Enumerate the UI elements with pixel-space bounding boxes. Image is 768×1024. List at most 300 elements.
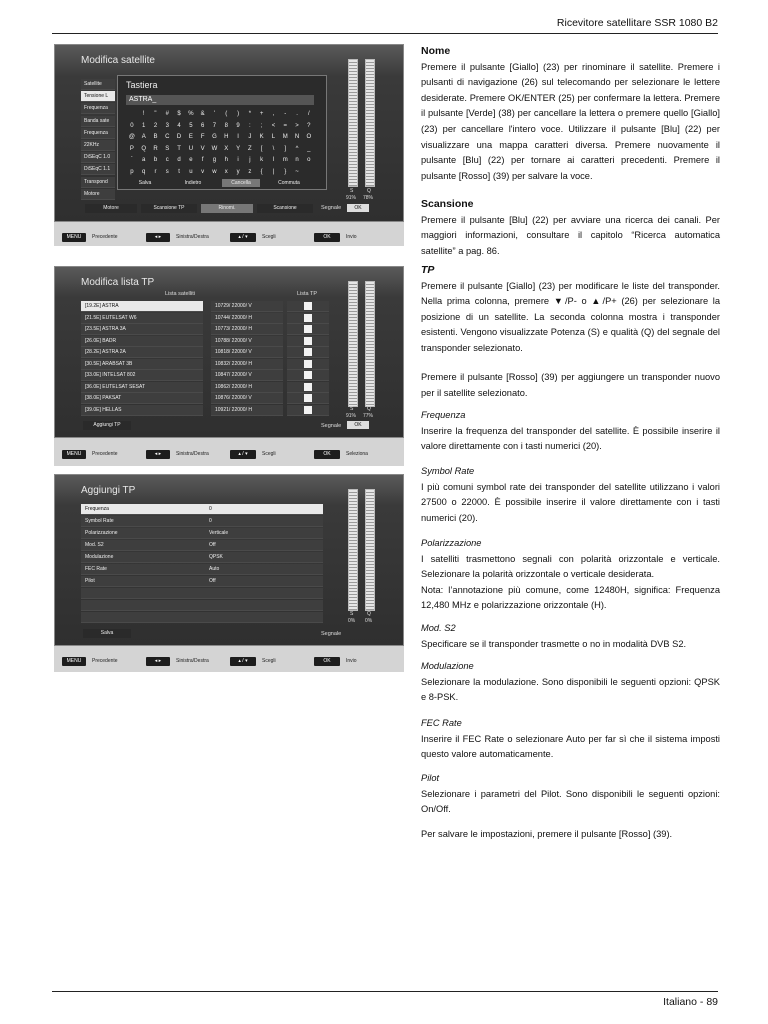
keyboard-delete-button[interactable]: Cancella [222,179,260,187]
satellite-name: [19.2E] ASTRA [85,303,119,309]
heading-pilot: Pilot [421,773,440,783]
keyboard-key[interactable]: V [200,145,205,152]
empty-row [81,588,323,599]
keyboard-key[interactable]: - [284,111,287,117]
tp-checkbox[interactable] [304,302,312,310]
keyboard-key[interactable]: Q [141,145,147,152]
tp-checkbox-cell [287,347,329,358]
keyboard-row [126,132,315,143]
keyboard-key[interactable]: ( [225,111,228,117]
keyboard-key[interactable]: + [259,111,264,117]
keyboard-key[interactable]: z [248,168,252,175]
text-column [421,44,720,984]
transponder-row[interactable] [211,301,283,312]
setting-row[interactable] [81,552,323,563]
prev-label: Precedente [92,451,118,457]
keyboard-key[interactable]: , [272,111,275,117]
quality-label: Q [367,611,371,617]
paragraph-polarizzazione-2: Nota: l’annotazione più comune, come 12480H, significa: Frequenza 12,480 MHz e polarizzazione orizzontale (H). [421,584,720,611]
setting-value: Verticale [209,530,229,536]
keyboard-key[interactable]: T [177,145,181,152]
screen-title: Aggiungi TP [81,485,136,496]
transponder-value: 10832/ 22000/ H [215,360,252,367]
keyboard-key[interactable]: 1 [142,122,146,129]
keyboard-key[interactable]: } [284,168,287,175]
ok-key: OK [314,450,340,459]
keyboard-key[interactable]: D [176,134,182,140]
setting-value: QPSK [209,554,223,560]
keyboard-key[interactable]: 3 [165,122,169,129]
keyboard-key[interactable]: P [129,145,134,152]
ok-key: OK [314,657,340,666]
keyboard-key[interactable]: ] [284,145,287,152]
quality-meter [365,281,375,407]
menu-item-label: Frequenza [84,129,108,136]
keyboard-key[interactable]: b [153,157,158,163]
transponder-value: 10876/ 22000/ V [215,395,252,401]
screenshot-aggiungi-tp [54,474,404,672]
keyboard-key[interactable]: W [211,145,218,152]
remote-legend [54,230,404,244]
setting-row[interactable] [81,528,323,539]
keyboard-key[interactable]: $ [177,111,181,117]
satellite-row[interactable] [81,336,203,347]
keyboard-key[interactable]: ' [213,111,216,117]
menu-item-label: Motore [84,190,100,197]
signal-caption: Segnale [321,631,342,637]
keyboard-row [126,109,315,120]
page-header-title: Ricevitore satellitare SSR 1080 B2 [556,17,718,29]
tp-checkbox-cell [287,313,329,324]
keyboard-key[interactable]: ~ [295,168,299,175]
quality-value: 78% [363,195,374,201]
left-right-label: Sinistra/Destra [176,658,209,664]
keyboard-key[interactable]: a [142,157,146,163]
heading-frequenza: Frequenza [421,410,466,420]
empty-row [81,612,323,623]
paragraph-scansione: Premere il pulsante [Blu] (22) per avviare una ricerca dei canali. Per maggiori informazioni, consultare il capitolo “Ricerca automatica satellite” a pag. 86. [421,214,720,256]
scan-tp-button[interactable]: Scansione TP [141,204,197,213]
keyboard-key[interactable]: \ [272,145,275,152]
tp-checkbox-cell [287,370,329,381]
tp-checkbox-cell [287,301,329,312]
keyboard-key[interactable]: # [165,111,169,117]
keyboard-key[interactable]: C [165,134,170,140]
menu-item[interactable] [81,152,115,163]
satellite-row[interactable] [81,301,203,312]
satellite-row[interactable] [81,393,203,404]
satellite-row[interactable] [81,324,203,335]
transponder-row[interactable] [211,405,283,416]
heading-mod-s2: Mod. S2 [421,623,456,633]
keyboard-key[interactable]: h [224,157,228,163]
up-down-key: ▴ / ▾ [230,233,256,242]
menu-item-label: Banda sate [84,117,110,124]
paragraph-symbol-rate: I più comuni symbol rate dei transponder del satellite utilizzano i valori 27500 o 22000. È possibile inserire il valore direttamente con i tasti numerici (20). [421,481,720,523]
keyboard-key[interactable]: c [165,157,169,163]
keyboard-key[interactable]: 6 [201,122,205,129]
tp-checkbox[interactable] [304,360,312,368]
satellite-name: [28.2E] ASTRA 2A [85,349,126,355]
menu-item[interactable] [81,103,115,114]
satellite-name: [21.5E] EUTELSAT W6 [85,314,137,321]
satellite-row[interactable] [81,359,203,370]
keyboard-back-button[interactable]: Indietro [184,180,202,186]
keyboard-key[interactable]: i [237,157,239,163]
tp-checkbox-cell [287,405,329,416]
paragraph-final: Per salvare le impostazioni, premere il pulsante [Rosso] (39). [421,829,673,839]
keyboard-key[interactable]: J [248,134,252,140]
keyboard-key[interactable]: s [165,168,169,175]
enter-label: Invio [346,658,357,664]
keyboard-key[interactable]: g [212,157,217,163]
tp-checkbox[interactable] [304,371,312,379]
transponder-row[interactable] [211,324,283,335]
keyboard-key[interactable]: U [188,145,194,152]
prev-label: Precedente [92,658,118,664]
keyboard-dialog [117,75,327,190]
transponder-row[interactable] [211,370,283,381]
signal-label: S [350,188,354,194]
transponder-value: 10847/ 22000/ V [215,372,252,378]
signal-label: S [350,611,354,617]
transponder-value: 10744/ 22000/ H [215,314,252,321]
keyboard-key[interactable]: m [282,157,288,163]
satellite-name: [33.0E] INTELSAT 802 [85,372,136,378]
keyboard-title: Tastiera [126,80,158,90]
keyboard-key[interactable]: y [236,168,240,175]
satellite-name: [26.0E] BADR [85,337,117,344]
left-right-key: ◂ ▸ [146,450,170,459]
keyboard-toggle-button[interactable]: Commuta [278,180,300,186]
keyboard-key[interactable]: L [271,134,276,140]
menu-item-label: Transpond [84,178,108,185]
satellite-row[interactable] [81,405,203,416]
keyboard-key[interactable]: < [271,122,276,129]
save-button[interactable]: Salva [83,629,131,638]
satellite-name: [30.5E] ARABSAT 3B [85,360,133,367]
heading-tp: TP [421,264,435,276]
paragraph-frequenza: Inserire la frequenza del transponder del satellite. È possibile inserire il valore direttamente con i tasti numerici (20). [421,425,720,452]
keyboard-key[interactable]: [ [260,145,263,152]
paragraph-fec-rate: Inserire il FEC Rate o selezionare Auto per far sì che il sistema imposti questo valore automaticamente. [421,733,720,760]
setting-row[interactable] [81,516,323,527]
up-down-key: ▴ / ▾ [230,657,256,666]
keyboard-key[interactable]: d [177,157,181,163]
keyboard-key[interactable]: o [307,157,311,163]
keyboard-key[interactable]: | [272,168,275,175]
setting-row[interactable] [81,564,323,575]
satellite-name: [23.5E] ASTRA 3A [85,326,126,332]
setting-label: FEC Rate [85,566,107,572]
satellite-name: [39.0E] HELLAS [85,406,122,413]
tp-checkbox-cell [287,359,329,370]
transponder-value: 10818/ 22000/ V [215,349,252,355]
signal-meter [348,281,358,407]
keyboard-row [126,144,315,155]
heading-polarizzazione: Polarizzazione [421,538,482,548]
setting-row[interactable] [81,504,323,515]
keyboard-key[interactable]: l [272,157,275,163]
satellite-row[interactable] [81,313,203,324]
heading-scansione: Scansione [421,198,474,210]
transponder-value: 10788/ 22000/ V [215,337,252,344]
keyboard-key[interactable]: " [154,111,157,117]
keyboard-key[interactable]: M [282,134,288,140]
menu-item[interactable] [81,177,115,188]
transponder-value: 10921/ 22000/ H [215,406,252,413]
transponder-row[interactable] [211,359,283,370]
satellite-name: [36.0E] EUTELSAT SESAT [85,383,146,390]
setting-label: Modulazione [85,554,114,560]
keyboard-key[interactable]: r [154,168,157,175]
setting-value: 0 [209,518,212,524]
screen-title: Modifica satellite [81,55,155,66]
keyboard-key[interactable]: _ [307,145,311,152]
keyboard-key[interactable]: ` [130,157,133,163]
transponder-value: 10773/ 22000/ H [215,326,252,332]
page-footer: Italiano - 89 [663,996,718,1008]
menu-item[interactable] [81,91,115,102]
keyboard-key[interactable]: 7 [212,122,217,129]
left-right-label: Sinistra/Destra [176,451,209,457]
keyboard-key[interactable]: ! [142,111,145,117]
add-tp-button[interactable]: Aggiungi TP [83,421,131,430]
tp-checkbox-cell [287,324,329,335]
tp-list-header: Lista TP [297,291,318,297]
keyboard-key[interactable]: x [224,168,228,175]
signal-value: 91% [346,195,357,201]
transponder-row[interactable] [211,393,283,404]
ok-key: OK [314,233,340,242]
quality-value: 0% [365,618,373,624]
menu-item[interactable] [81,116,115,127]
menu-item-label: Frequenza [84,105,108,112]
ok-box[interactable]: OK [347,421,369,429]
keyboard-key[interactable]: 5 [189,122,193,129]
setting-value: Auto [209,566,220,572]
screenshot-modifica-lista-tp [54,266,404,466]
keyboard-key[interactable]: G [212,134,217,140]
satellite-name: [38.0E] PAKSAT [85,395,122,401]
quality-value: 77% [363,413,374,419]
ok-box[interactable]: OK [347,204,369,212]
menu-key: MENU [62,450,86,459]
keyboard-key[interactable]: p [130,168,134,175]
rename-button[interactable]: Rinomi. [201,204,253,213]
keyboard-key[interactable]: R [153,145,158,152]
tp-checkbox[interactable] [304,325,312,333]
menu-item[interactable] [81,79,115,90]
keyboard-key[interactable]: & [200,111,205,117]
setting-value: Off [209,542,216,548]
keyboard-key[interactable]: S [165,145,170,152]
keyboard-key[interactable]: v [201,168,205,175]
keyboard-key[interactable]: X [224,145,229,152]
menu-item[interactable] [81,189,115,200]
keyboard-key[interactable]: / [308,111,310,117]
keyboard-key[interactable]: Z [248,145,252,152]
menu-item-label: 22KHz [84,142,100,148]
setting-label: Frequenza [85,506,109,512]
tp-checkbox[interactable] [304,337,312,345]
keyboard-key[interactable]: @ [128,134,135,140]
keyboard-key[interactable]: I [237,134,239,140]
paragraph-tp-2: Premere il pulsante [Rosso] (39) per aggiungere un transponder nuovo per il satellite selezionato. [421,372,720,398]
keyboard-key[interactable]: k [260,157,264,163]
keyboard-key[interactable]: j [249,157,251,163]
heading-modulazione: Modulazione [421,661,474,671]
keyboard-key[interactable]: t [178,168,180,175]
keyboard-key[interactable]: { [260,168,263,175]
keyboard-key[interactable]: ) [237,111,240,117]
keyboard-key[interactable]: = [283,122,288,129]
keyboard-key[interactable]: E [188,134,193,140]
keyboard-key[interactable]: . [296,111,298,117]
tp-checkbox[interactable] [304,383,312,391]
choose-label: Scegli [262,234,276,240]
signal-meter [348,59,358,187]
left-right-key: ◂ ▸ [146,657,170,666]
keyboard-row [126,167,315,178]
paragraph-tp-1: Premere il pulsante [Giallo] (23) per modificare le liste del transponder. Nella prima colonna, premere ▼/P- o ▲/P+ (26) per selezionare la posizione di un satellite. La seconda colonna mostra i transponder esistenti. Vengono visualizzate Potenza (S) e qualità (Q) del segnale del transponder selezionato. [421,280,720,353]
keyboard-key[interactable]: 4 [177,122,181,129]
keyboard-key[interactable]: u [189,168,193,175]
menu-item[interactable] [81,164,115,175]
tv-screen [54,266,404,438]
keyboard-input[interactable]: ASTRA_ [126,95,314,105]
footer-rule [52,991,718,992]
signal-caption: Segnale [321,423,342,429]
keyboard-key[interactable]: ? [307,122,311,129]
setting-label: Symbol Rate [85,518,114,524]
signal-meter [348,489,358,611]
keyboard-key[interactable]: N [294,134,300,140]
keyboard-key[interactable]: A [141,134,146,140]
signal-value: 91% [346,413,357,419]
keyboard-key[interactable]: 9 [236,122,240,129]
keyboard-key[interactable]: 8 [224,122,228,129]
keyboard-key[interactable]: B [153,134,158,140]
keyboard-key[interactable]: ; [260,122,263,129]
signal-value: 0% [348,618,356,624]
keyboard-key[interactable]: e [189,157,193,163]
menu-item-label: Tensione L [84,93,109,100]
keyboard-key[interactable]: O [306,134,312,140]
satellite-row[interactable] [81,370,203,381]
keyboard-key[interactable]: K [259,134,264,140]
satellite-list-header: Lista satelliti [165,291,195,297]
enter-label: Invio [346,234,357,240]
paragraph-mod-s2: Specificare se il transponder trasmette o no in modalità DVB S2. [421,638,687,649]
paragraph-pilot: Selezionare i parametri del Pilot. Sono disponibili le seguenti opzioni: On/Off. [421,788,720,815]
heading-nome: Nome [421,45,451,57]
keyboard-key[interactable]: q [142,168,146,175]
menu-item-label: Satellite [84,81,102,87]
satellite-row[interactable] [81,382,203,393]
keyboard-key[interactable]: ^ [295,145,299,152]
tv-screen [54,474,404,646]
transponder-row[interactable] [211,347,283,358]
menu-item[interactable] [81,140,115,151]
tp-checkbox[interactable] [304,406,312,414]
keyboard-key[interactable]: F [200,134,205,140]
screen-title: Modifica lista TP [81,277,155,288]
keyboard-row [126,155,315,166]
select-label: Seleziona [346,451,368,457]
keyboard-key[interactable]: f [201,157,204,163]
keyboard-key[interactable]: 2 [153,122,158,129]
keyboard-key[interactable]: w [212,168,217,175]
transponder-value: 10862/ 22000/ H [215,383,252,390]
signal-caption: Segnale [321,205,342,211]
keyboard-key[interactable]: * [248,111,252,117]
setting-value: 0 [209,506,212,512]
tp-checkbox[interactable] [304,394,312,402]
quality-label: Q [367,406,371,412]
choose-label: Scegli [262,451,276,457]
setting-row[interactable] [81,540,323,551]
tp-checkbox-cell [287,393,329,404]
tp-checkbox[interactable] [304,348,312,356]
keyboard-row [126,121,315,132]
keyboard-key[interactable]: n [295,157,299,163]
tp-checkbox[interactable] [304,314,312,322]
motor-button[interactable]: Motore [85,204,137,213]
prev-label: Precedente [92,234,118,240]
setting-label: Mod. S2 [85,542,104,548]
keyboard-key[interactable]: 0 [130,122,134,129]
menu-item[interactable] [81,128,115,139]
choose-label: Scegli [262,658,276,664]
transponder-row[interactable] [211,336,283,347]
tp-checkbox-cell [287,336,329,347]
quality-label: Q [367,188,371,194]
empty-row [81,600,323,611]
paragraph-polarizzazione-1: I satelliti trasmettono segnali con polarità orizzontale e verticale. Selezionare la polarità orizzontale o verticale desiderata. [421,553,720,580]
remote-legend [54,447,404,461]
keyboard-key[interactable]: Y [236,145,241,152]
keyboard-key[interactable]: % [188,111,194,117]
paragraph-nome: Premere il pulsante [Giallo] (23) per rinominare il satellite. Premere i pulsanti di navigazione (26) sul telecomando per selezionare le lettere desiderate. Premere OK/ENTER (25) per confermare la lettera. Premere il pulsante [Verde] (38) per cancellare la lettera o premere quello [Giallo] (23) per cancellare l'intero voce. Utilizzare il pulsante [Blu] (22) per visualizzare una mappa caratteri diversa. Premere nuovamente il pulsante [Blu] (22) per tornare ai caratteri precedenti. Premere il pulsante [Rosso] (39) per salvare la voce. [421,61,720,181]
heading-symbol-rate: Symbol Rate [421,466,475,476]
menu-item-label: DiSEqC 1.1 [84,166,111,173]
remote-legend [54,654,404,668]
heading-fec-rate: FEC Rate [421,718,462,728]
screenshot-modifica-satellite [54,44,404,246]
keyboard-save-button[interactable]: Salva [138,180,152,186]
left-right-label: Sinistra/Destra [176,234,209,240]
setting-label: Pilot [85,578,95,584]
transponder-row[interactable] [211,313,283,324]
keyboard-key[interactable]: H [224,134,229,140]
signal-label: S [350,406,354,412]
tv-screen [54,44,404,222]
scan-button[interactable]: Scansione [257,204,313,213]
paragraph-modulazione: Selezionare la modulazione. Sono disponibili le seguenti opzioni: QPSK e 8-PSK. [421,676,720,703]
setting-row[interactable] [81,576,323,587]
quality-meter [365,489,375,611]
keyboard-key[interactable]: : [249,122,251,129]
menu-key: MENU [62,657,86,666]
satellite-row[interactable] [81,347,203,358]
setting-label: Polarizzazione [85,530,118,536]
setting-value: Off [209,578,216,584]
keyboard-key[interactable]: > [295,122,299,129]
transponder-row[interactable] [211,382,283,393]
header-rule [52,33,718,34]
menu-item-label: DiSEqC 1.0 [84,154,111,161]
